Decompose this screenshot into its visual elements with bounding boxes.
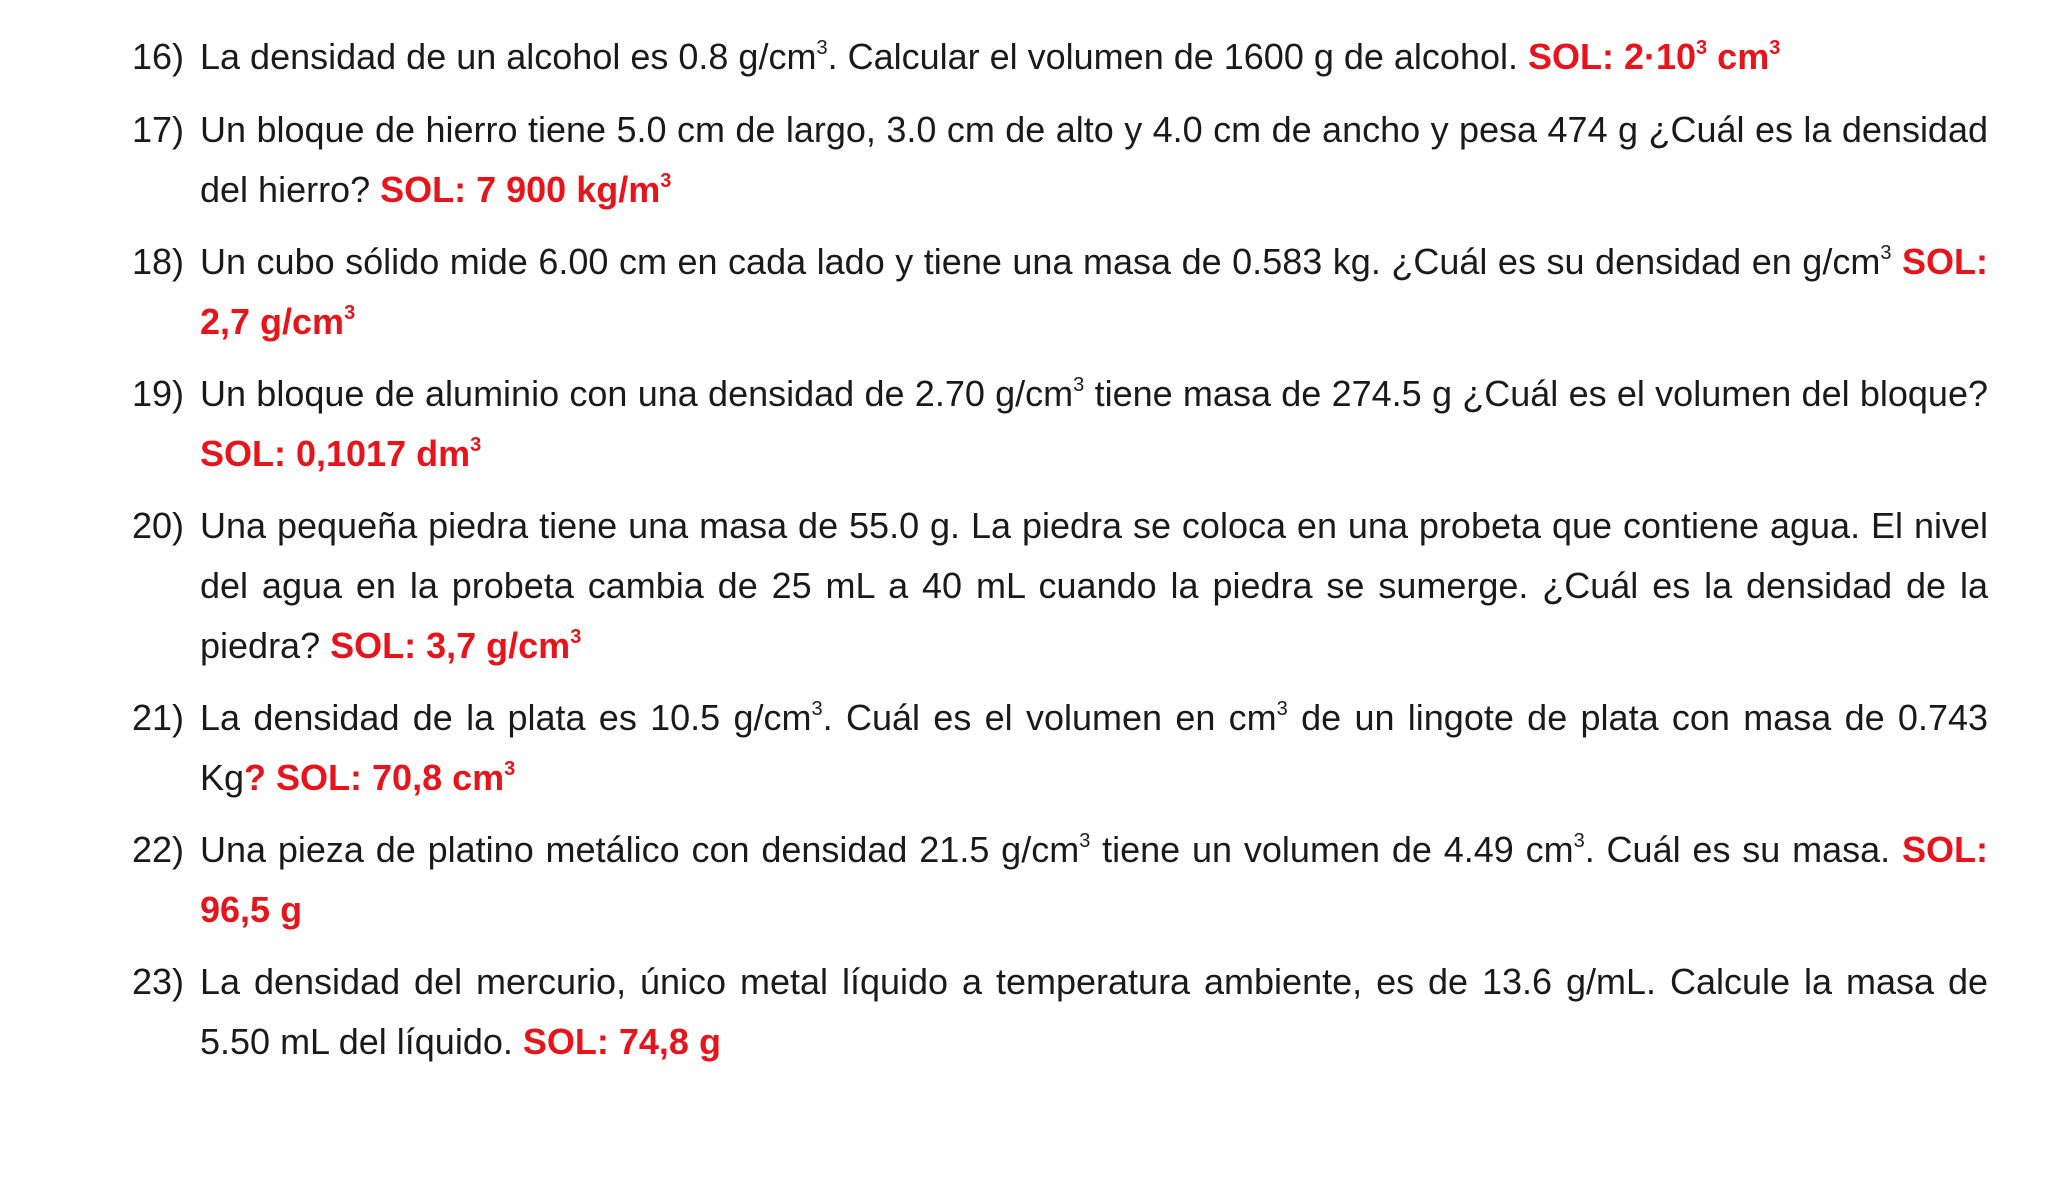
problem-text (200, 364, 1988, 484)
problem-text (200, 496, 1988, 676)
solution-text: SOL: 2,7 g/cm (200, 241, 1988, 342)
solution-text: 3 (344, 302, 356, 324)
problem-text (200, 27, 1988, 87)
superscript: 3 (1880, 242, 1892, 264)
statement-text: Un bloque de aluminio con una densidad de 2.70 g/cm (200, 373, 1074, 414)
superscript: 3 (816, 37, 828, 59)
solution-text: SOL: 3,7 g/cm (330, 625, 571, 666)
solution-text: 3 (470, 434, 482, 456)
statement-text: La densidad de un alcohol es 0.8 g/cm (200, 36, 817, 77)
problem-20 (132, 496, 1988, 676)
problem-number: 16) (132, 36, 185, 77)
superscript: 3 (1073, 374, 1085, 396)
problem-22 (132, 820, 1988, 940)
solution-text: 3 (570, 626, 582, 648)
problem-number: 20) (132, 505, 185, 546)
solution-text: SOL: 0,1017 dm (200, 433, 471, 474)
superscript: 3 (811, 698, 823, 720)
solution-text: 3 (1696, 37, 1708, 59)
statement-text: La densidad de la plata es 10.5 g/cm (200, 697, 812, 738)
problem-23 (132, 952, 1988, 1072)
superscript: 3 (1573, 830, 1585, 852)
solution-text: SOL: 7 900 kg/m (380, 169, 661, 210)
problem-16 (132, 27, 1988, 87)
problem-text (200, 232, 1988, 352)
statement-text: tiene masa de 274.5 g ¿Cuál es el volumen del bloque? (1084, 373, 1988, 414)
problem-text (200, 100, 1988, 220)
solution-text: SOL: 2·10 (1528, 36, 1697, 77)
solution-text: 3 (660, 170, 672, 192)
problem-18 (132, 232, 1988, 352)
statement-text: de un lingote de plata con masa de 0.743 Kg (200, 697, 1989, 798)
statement-text: . Cuál es su masa. (1584, 829, 1902, 870)
problem-number: 21) (132, 697, 185, 738)
statement-text: Un bloque de hierro tiene 5.0 cm de largo, 3.0 cm de alto y 4.0 cm de ancho y pesa 474 g ¿Cuál es la densidad del hierro? (200, 109, 1988, 210)
problem-17 (132, 100, 1988, 220)
statement-text: Un cubo sólido mide 6.00 cm en cada lado y tiene una masa de 0.583 kg. ¿Cuál es su densidad en g/cm (200, 241, 1881, 282)
problem-number: 18) (132, 241, 185, 282)
solution-text: SOL: 96,5 g (200, 829, 1988, 930)
problem-text (200, 952, 1988, 1072)
statement-text: Una pieza de platino metálico con densidad 21.5 g/cm (200, 829, 1080, 870)
solution-text: 3 (1769, 37, 1781, 59)
statement-text (1891, 241, 1902, 282)
superscript: 3 (1079, 830, 1091, 852)
solution-text: ? SOL: 70,8 cm (244, 757, 505, 798)
statement-text: . Calcular el volumen de 1600 g de alcohol. (827, 36, 1528, 77)
solution-text: 3 (504, 758, 516, 780)
solution-text: SOL: 74,8 g (522, 1021, 721, 1062)
statement-text: Una pequeña piedra tiene una masa de 55.0 g. La piedra se coloca en una probeta que contiene agua. El nivel del agua en la probeta cambia de 25 mL a 40 mL cuando la piedra se sumerge. ¿Cuál es la densidad de la piedra? (200, 505, 1988, 666)
problem-19 (132, 364, 1988, 484)
statement-text: tiene un volumen de 4.49 cm (1090, 829, 1574, 870)
superscript: 3 (1276, 698, 1288, 720)
problem-number: 23) (132, 961, 185, 1002)
solution-text: cm (1707, 36, 1770, 77)
problem-number: 22) (132, 829, 185, 870)
problem-text (200, 820, 1988, 940)
problem-text (200, 688, 1988, 808)
problem-number: 19) (132, 373, 185, 414)
statement-text: La densidad del mercurio, único metal líquido a temperatura ambiente, es de 13.6 g/mL. Calcule la masa de 5.50 mL del líquido. (200, 961, 1988, 1062)
problem-number: 17) (132, 109, 185, 150)
problem-21 (132, 688, 1988, 808)
statement-text: . Cuál es el volumen en cm (822, 697, 1277, 738)
